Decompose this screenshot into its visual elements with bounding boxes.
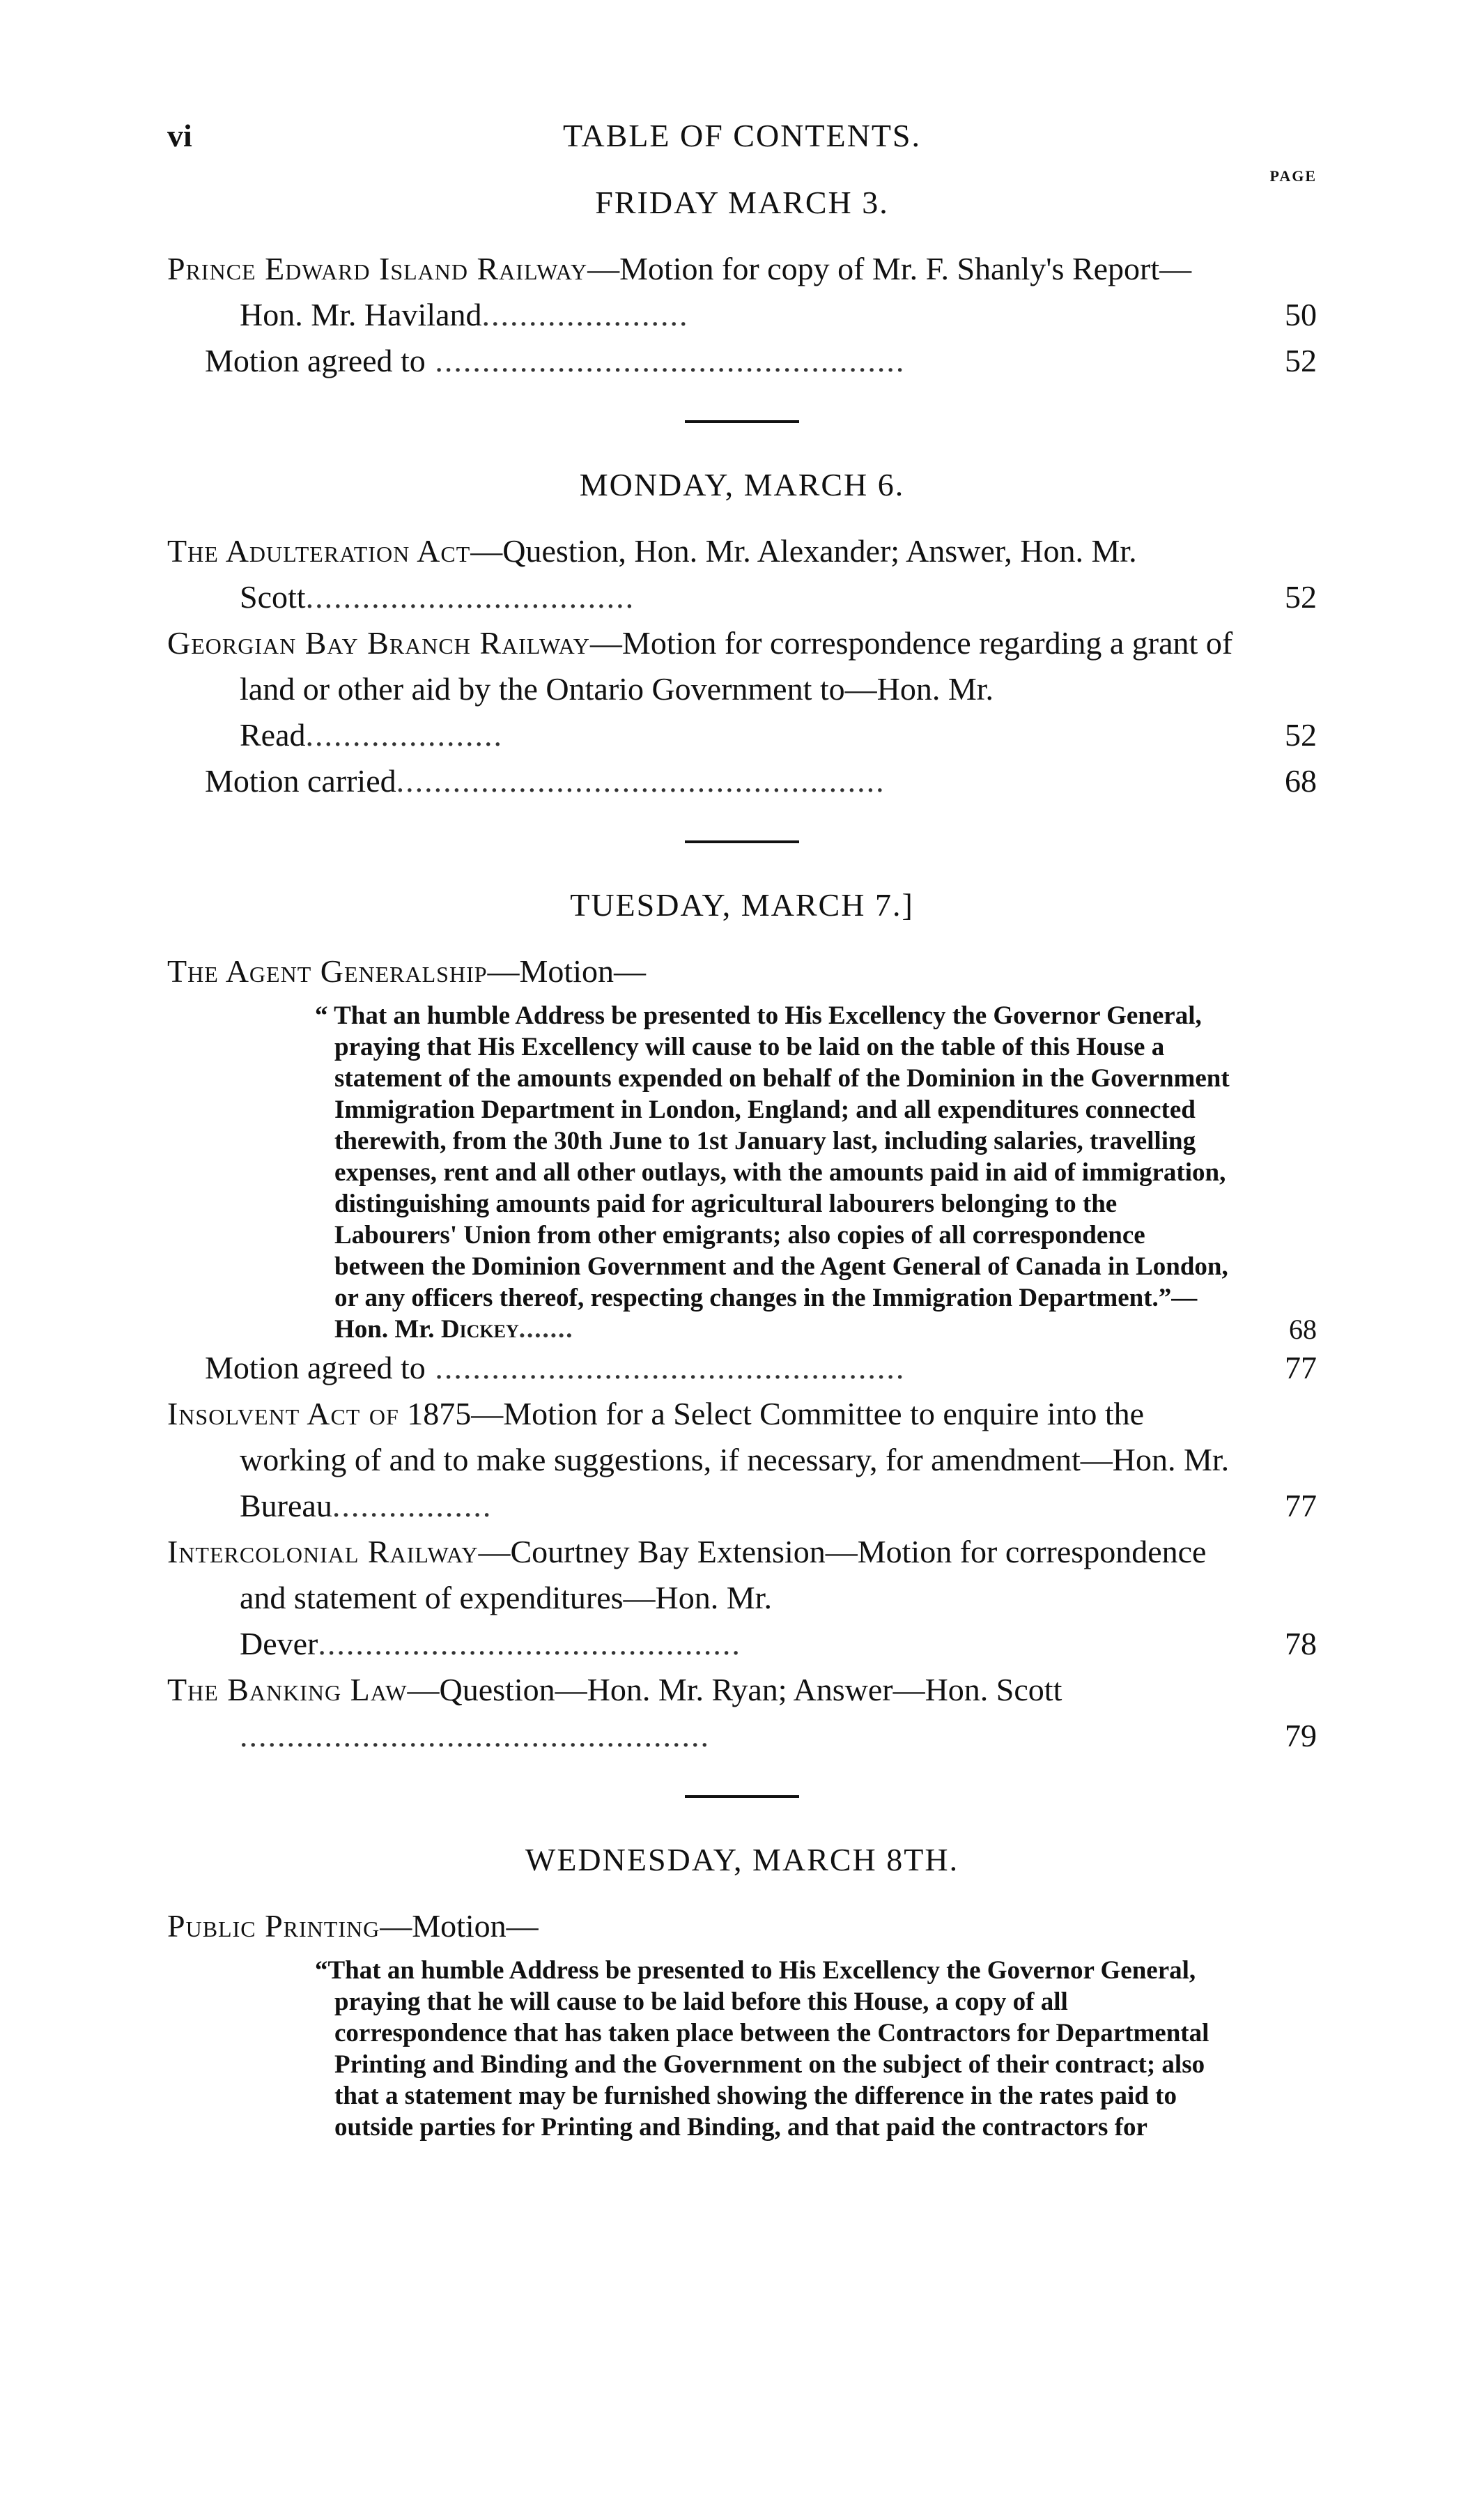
day-heading-wednesday: WEDNESDAY, MARCH 8TH. — [525, 1842, 959, 1877]
quote-speaker: Dickey — [440, 1315, 519, 1344]
toc-subentry: Motion agreed to .................................................. 52 — [167, 338, 1317, 384]
toc-entry — [167, 948, 1317, 994]
section-divider — [685, 1795, 799, 1798]
entry-lead: The Adulteration Act — [167, 533, 471, 569]
entry-text: —Motion— — [487, 953, 646, 989]
running-title: TABLE OF CONTENTS. — [562, 118, 922, 153]
entry-text: —Question, Hon. Mr. Alexander; Answer, Hon. Mr. Scott — [240, 533, 1137, 615]
page-header — [167, 117, 1317, 159]
toc-entry: Georgian Bay Branch Railway—Motion for correspondence regarding a grant of land or other aid by the Ontario Government to—Hon. Mr. Read..................... 52 — [167, 620, 1317, 758]
entry-page: 50 — [1285, 297, 1317, 332]
entry-text: —Courtney Bay Extension—Motion for correspondence and statement of expenditures—Hon. Mr. Dever — [240, 1534, 1207, 1661]
toc-subentry: Motion agreed to .................................................. 77 — [167, 1345, 1317, 1391]
entry-lead: Prince Edward Island Railway — [167, 251, 588, 286]
subentry-page: 52 — [1285, 343, 1317, 378]
quoted-motion: “ That an humble Address be presented to His Excellency the Governor General, praying that His Excellency will cause to be laid on the table of this House a statement of the amounts expended on behalf of the Dominion in the Government Immigration Department in London, England; and all expenditures connected therewith, from the 30th June to 1st January last, including salaries, travelling expenses, rent and all other outlays, with the amounts paid in aid of immigration, distinguishing amounts paid for agricultural labourers belonging to the Labourers' Union from other emigrants; also copies of all correspondence between the Dominion Government and the Agent General of Canada in London, or any officers thereof, respecting changes in the Immigration Department.”—Hon. Mr. Dickey....... 68 — [315, 1001, 1317, 1345]
subentry-text: Motion agreed to — [205, 1350, 426, 1385]
entry-lead: Intercolonial Railway — [167, 1534, 479, 1569]
entry-lead: The Agent Generalship — [167, 953, 488, 989]
entry-page: 52 — [1285, 579, 1317, 615]
day-heading-friday: FRIDAY MARCH 3. — [595, 185, 889, 220]
quoted-motion — [167, 1955, 1317, 2143]
quote-page: 68 — [1289, 1314, 1317, 1345]
entry-text: —Motion— — [380, 1908, 539, 1944]
quote-text: “That an humble Address be presented to His Excellency the Governor General, praying that he will cause to be laid before this House, a copy of all correspondence that has taken place between the Contractors for Departmental Printing and Binding and the Government on the subject of their contract; also that a statement may be furnished showing the difference in the rates paid to outside parties for Printing and Binding, and that paid the contractors for — [315, 1956, 1209, 2142]
toc-entry: Intercolonial Railway—Courtney Bay Extension—Motion for correspondence and statement of expenditures—Hon. Mr. Dever............................................. 78 — [167, 1529, 1317, 1667]
toc-content — [167, 174, 1317, 2143]
subentry-page: 68 — [1285, 763, 1317, 799]
entry-text: —Motion for copy of Mr. F. Shanly's Report—Hon. Mr. Haviland — [240, 251, 1192, 332]
page-number: vi — [167, 118, 192, 153]
toc-entry: Insolvent Act of 1875—Motion for a Select Committee to enquire into the working of and to make suggestions, if necessary, for amendment—Hon. Mr. Bureau................. 77 — [167, 1391, 1317, 1529]
page-column-label: PAGE — [1269, 167, 1317, 185]
section-divider — [685, 420, 799, 423]
section-divider — [685, 840, 799, 843]
toc-entry: Prince Edward Island Railway—Motion for copy of Mr. F. Shanly's Report—Hon. Mr. Haviland...................... 50 — [167, 246, 1317, 338]
entry-page: 78 — [1285, 1626, 1317, 1661]
entry-page: 77 — [1285, 1488, 1317, 1523]
entry-lead: Public Printing — [167, 1908, 380, 1944]
entry-text: —Question—Hon. Mr. Ryan; Answer—Hon. Scott — [407, 1672, 1062, 1707]
entry-lead: Georgian Bay Branch Railway — [167, 625, 590, 661]
entry-lead: Insolvent Act of — [167, 1396, 399, 1431]
entry-page: 79 — [1285, 1718, 1317, 1753]
quote-text: “ That an humble Address be presented to His Excellency the Governor General, praying that His Excellency will cause to be laid on the table of this House a statement of the amounts expended on behalf of the Dominion in the Government Immigration Department in London, England; and all expenditures connected therewith, from the 30th June to 1st January last, including salaries, travelling expenses, rent and all other outlays, with the amounts paid in aid of immigration, distinguishing amounts paid for agricultural labourers belonging to the Labourers' Union from other emigrants; also copies of all correspondence between the Dominion Government and the Agent General of Canada in London, or any officers thereof, respecting changes in the Immigration Department.”—Hon. Mr. — [315, 1001, 1230, 1344]
toc-entry — [167, 1903, 1317, 1949]
entry-text: 1875—Motion for a Select Committee to enquire into the working of and to make suggestions, if necessary, for amendment—Hon. Mr. Bureau — [240, 1396, 1230, 1523]
day-heading-tuesday: TUESDAY, MARCH 7.] — [570, 887, 914, 923]
entry-lead: The Banking Law — [167, 1672, 408, 1707]
subentry-text: Motion carried — [205, 763, 396, 799]
toc-entry: The Banking Law—Question—Hon. Mr. Ryan; Answer—Hon. Scott .................................................. 79 — [167, 1667, 1317, 1759]
entry-page: 52 — [1285, 717, 1317, 753]
subentry-page: 77 — [1285, 1350, 1317, 1385]
toc-subentry: Motion carried.................................................... 68 — [167, 758, 1317, 804]
day-heading-monday: MONDAY, MARCH 6. — [579, 467, 905, 502]
entry-text: —Motion for correspondence regarding a grant of land or other aid by the Ontario Government to—Hon. Mr. Read — [240, 625, 1233, 753]
toc-entry: The Adulteration Act—Question, Hon. Mr. Alexander; Answer, Hon. Mr. Scott................................... 52 — [167, 528, 1317, 620]
subentry-text: Motion agreed to — [205, 343, 426, 378]
